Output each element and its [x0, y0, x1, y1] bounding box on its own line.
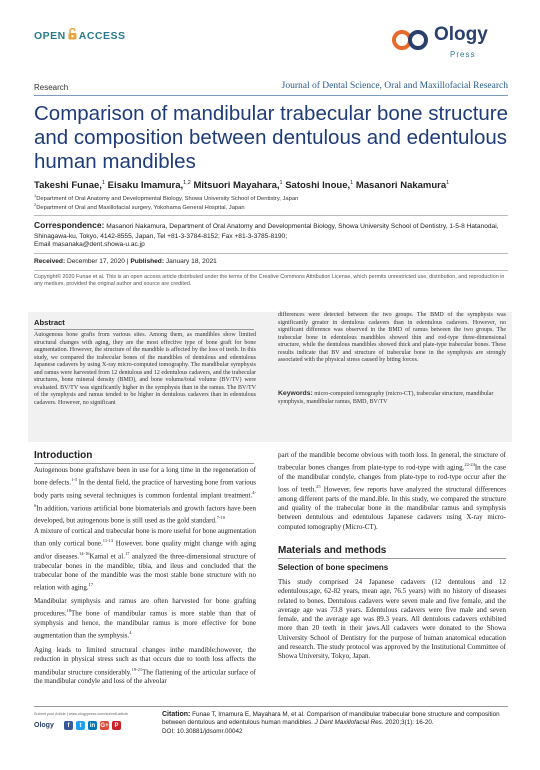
introduction-heading: Introduction — [34, 450, 93, 461]
introduction-paragraph — [34, 646, 256, 687]
publisher-name: Ology — [434, 24, 488, 45]
facebook-icon[interactable]: f — [64, 721, 73, 730]
social-links — [64, 721, 121, 730]
published-date: January 18, 2021 — [165, 258, 217, 265]
citation-ref: 4 — [129, 630, 132, 636]
received-date: December 17, 2020 — [67, 258, 125, 265]
citation-ref: 1-3 — [70, 477, 77, 483]
ology-press-logo[interactable] — [390, 20, 510, 70]
abstract-text-continued: differences were detected between the two groups. The BMD of the symphysis was significantly greater in dentulous cadavers than in edentulous cadavers. However, no significant difference was observed in the BMD of ramus between the two groups. The trabecular bone in edentulous mandibles showed thin and rod-type three-dimensional structure, while the dentulous mandibles showed thick and plate-type trabecular bones. These results indicate that BV and structure of trabecular bone in the symphysis are strongly associated with the physical stress caused by biting forces. — [278, 312, 506, 363]
affiliation-text: Department of Oral and Maxillofacial surgery, Yokohama General Hospital, Japan — [36, 204, 245, 211]
google-plus-icon[interactable]: G+ — [100, 722, 109, 729]
footer-logo: Ology — [34, 722, 54, 729]
text-run: In the case of the mandibular condyle, changes from plate-type to rod-type occur after the loss of teeth. — [278, 463, 506, 494]
text-run: A mixture of cortical and trabecular bone is more useful for bone augmentation than only cortical bone. — [34, 527, 256, 548]
text-run: The flattening of the articular surface of the mandibular condyle and loss of the alveolar — [34, 667, 256, 686]
citation-ref: 14-16 — [79, 550, 90, 556]
text-run: part of the mandible become obvious with tooth loss. In general, the structure of trabecular bones changes from plate-type to rod-type with aging. — [278, 451, 506, 472]
page-header — [0, 0, 540, 80]
article-dates — [34, 258, 217, 265]
author-name: Takeshi Funae, — [34, 180, 102, 192]
affiliation-sup: 1 — [34, 193, 37, 198]
publisher-sub: Press — [450, 50, 476, 59]
author-sup: 1 — [279, 180, 283, 186]
divider — [34, 215, 508, 216]
correspondence-email[interactable]: Email masanaka@dent.showa-u.ac.jp — [34, 241, 145, 248]
introduction-paragraph — [34, 597, 256, 641]
section-label: Research — [34, 83, 69, 92]
citation-journal: J Dent Maxillofacial Res. — [314, 719, 384, 727]
text-run: Mandibular symphysis and ramus are often harvested for bone grafting procedures. — [34, 597, 256, 618]
pinterest-icon[interactable]: P — [112, 721, 121, 730]
text-run: In the dental field, the practice of harvesting bone from various body parts using several techniques is common fordental implant treatment. — [34, 478, 256, 500]
article-title: Comparison of mandibular trabecular bone structure and composition between dentulous and edentulous human mandibles — [34, 102, 509, 173]
copyright-notice: Copyright© 2020 Funae et al. This is an open access article distributed under the terms of the Creative Commons Attribution License, which permits unrestricted use, distribution, and reproduction in any medium, provided the original author and source are credited. — [34, 274, 505, 288]
divider — [278, 558, 506, 559]
divider — [34, 463, 254, 464]
citation-ref: 22-24 — [464, 462, 475, 468]
keywords-label: Keywords: — [278, 390, 313, 397]
author-sup: 1 — [350, 180, 354, 186]
submit-article-link[interactable]: Submit your Article | www.ologypress.com/submit-article — [34, 712, 129, 716]
introduction-paragraph — [278, 451, 506, 532]
correspondence — [34, 220, 510, 242]
affiliation — [34, 193, 298, 202]
open-access-text-left: OPEN — [34, 29, 66, 42]
citation-ref: 7-10 — [216, 515, 225, 521]
divider — [34, 270, 508, 271]
citation-tail: 2020;3(1): 16-20. — [385, 719, 434, 727]
journal-name[interactable]: Journal of Dental Science, Oral and Maxillofacial Research — [281, 81, 508, 91]
introduction-paragraph — [34, 527, 256, 593]
citation-ref: 25 — [316, 484, 321, 490]
author-name: Satoshi Inoue, — [285, 180, 351, 192]
ology-mark-icon — [390, 28, 434, 52]
author-name: Masanori Nakamura — [355, 180, 447, 192]
citation-block — [162, 711, 512, 736]
divider — [34, 329, 254, 330]
twitter-icon[interactable]: t — [76, 721, 85, 730]
date-separator: | — [126, 258, 129, 265]
methods-subheading: Selection of bone specimens — [278, 563, 389, 572]
introduction-paragraph — [34, 466, 256, 526]
citation-ref: 17 — [88, 582, 94, 588]
received-label: Received: — [34, 258, 66, 265]
author-sup: 1 — [101, 180, 105, 186]
methods-heading: Materials and methods — [278, 545, 387, 556]
author-list — [34, 180, 449, 191]
text-run: Aging leads to limited structural changes inthe mandible;however, the reduction in physical stress such as that occurs due to tooth loss affects the mandibular structure considerably. — [34, 646, 256, 676]
text-run: The bone of mandibular ramus is more stable than that of symphysis and hence, the mandibular ramus is more effective for bone augmentation than the symphysis. — [34, 609, 256, 640]
citation-ref: 18 — [66, 608, 71, 614]
citation-ref: 11-13 — [102, 538, 114, 544]
abstract-heading: Abstract — [34, 318, 65, 327]
affiliation — [34, 202, 245, 211]
divider — [34, 253, 508, 254]
citation-ref: 4-6 — [34, 489, 256, 508]
citation-text: Funae T, Imamura E, Mayahara M, et al. Comparison of mandibular trabecular bone structure and composition between dentulous and edentulous human mandibles. — [162, 711, 500, 727]
doi[interactable]: DOI: 10.30881/jdsomr.00042 — [162, 727, 243, 735]
linkedin-icon[interactable]: in — [89, 722, 96, 729]
keywords-text: micro-computed tomography (micro-CT), trabecular structure, mandibular symphysis, mandibular ramus, BMD, BV/TV — [278, 391, 494, 405]
text-run: Kamal et al. — [89, 552, 125, 561]
affiliation-sup: 2 — [34, 202, 37, 207]
open-access-logo — [34, 28, 126, 43]
citation-ref: 19-21 — [131, 666, 143, 672]
abstract-text: Autogenous bone grafts from various sites. Among them, as mandibles show limited structural changes with aging, they are the most effective type of bone graft for bone augmentation. However, the structure of the mandible is affected by the loss of teeth. In this study, we compared the trabecular bones of the mandibles of dentulous and edentulous Japanese cadavers by using X-ray micro-computed tomography. The mandibular symphysis and ramus were harvested from 12 dentulous and 12 edentulous cadavers, and the trabecular structures, bone mineral density (BMD), and bone volume/total volume (BV/TV) were evaluated. BV/TV was significantly higher in the symphysis than in the ramus. The BV/TV of the symphysis and ramus tended to be higher in dentulous cadavers than in edentulous cadavers. However, no significant — [34, 332, 256, 406]
text-run: Autogenous bone graftshave been in use for a long time in the regeneration of bone defects. — [34, 466, 256, 487]
correspondence-text: Masanori Nakamura, Department of Oral Anatomy and Developmental Biology, Showa University School of Dentistry, 1-5-8 Hatanodai, Shinagawa-ku, Tokyo, 4142-8555, Japan, Tel +81-3-3784-8152; Fax +81-3-3785-8190; — [34, 223, 499, 240]
correspondence-label: Correspondence: — [34, 220, 105, 230]
methods-paragraph: This study comprised 24 Japanese cadavers (12 dentulous and 12 edentulous;age, 62-82 years, mean age, 76.5 years) with no history of diseases related to bones. Dentulous cadavers were seven male and five female, and the average age was 73.8 years. Edentulous cadavers were five male and seven female, and the average age was 89.3 years. All dentulous cadavers exhibited more than 20 teeth in their jaws.All cadavers were donated to the Showa University School of Dentistry for the purpose of human anatomical education and research. The study protocol was approved by the Institutional Committee of Showa University, Tokyo, Japan. — [278, 578, 506, 661]
text-run: However, few reports have analyzed the structural differences among different parts of the mand.ible. In this study, we compared the structure and quality of the trabecular bone in the mandibular ramus and symphysis between dentulous and edentulous Japanese cadavers using X-ray micro-computed tomography (Micro-CT). — [278, 485, 507, 531]
text-run: In addition, various artificial bone biomaterials and growth factors have been developed, but autogenous bone is still used as the gold standard. — [34, 503, 256, 525]
keywords — [278, 390, 506, 406]
affiliation-text: Department of Oral Anatomy and Developmental Biology, Showa University School of Dentistry, Japan — [36, 195, 299, 202]
text-run: analyzed the three-dimensional structure of trabecular bones in the mandible, tibia, and ileus and concluded that the trabecular bone of the mandible was the most stable bone structure with no relation with aging. — [34, 552, 256, 592]
author-sup: 1 — [446, 180, 450, 186]
open-access-text-right: ACCESS — [78, 29, 126, 42]
author-sup: 1,2 — [183, 180, 191, 186]
divider — [34, 706, 508, 707]
author-name: Eisaku Imamura, — [107, 180, 184, 192]
citation-ref: 17 — [124, 550, 130, 556]
divider — [34, 95, 508, 96]
published-label: Published: — [130, 258, 165, 265]
lock-icon — [68, 28, 77, 43]
text-run: However, bone quality might change with aging and/or diseases. — [34, 539, 257, 561]
citation-label: Citation: — [162, 711, 191, 718]
author-name: Mitsuori Mayahara, — [193, 180, 280, 192]
